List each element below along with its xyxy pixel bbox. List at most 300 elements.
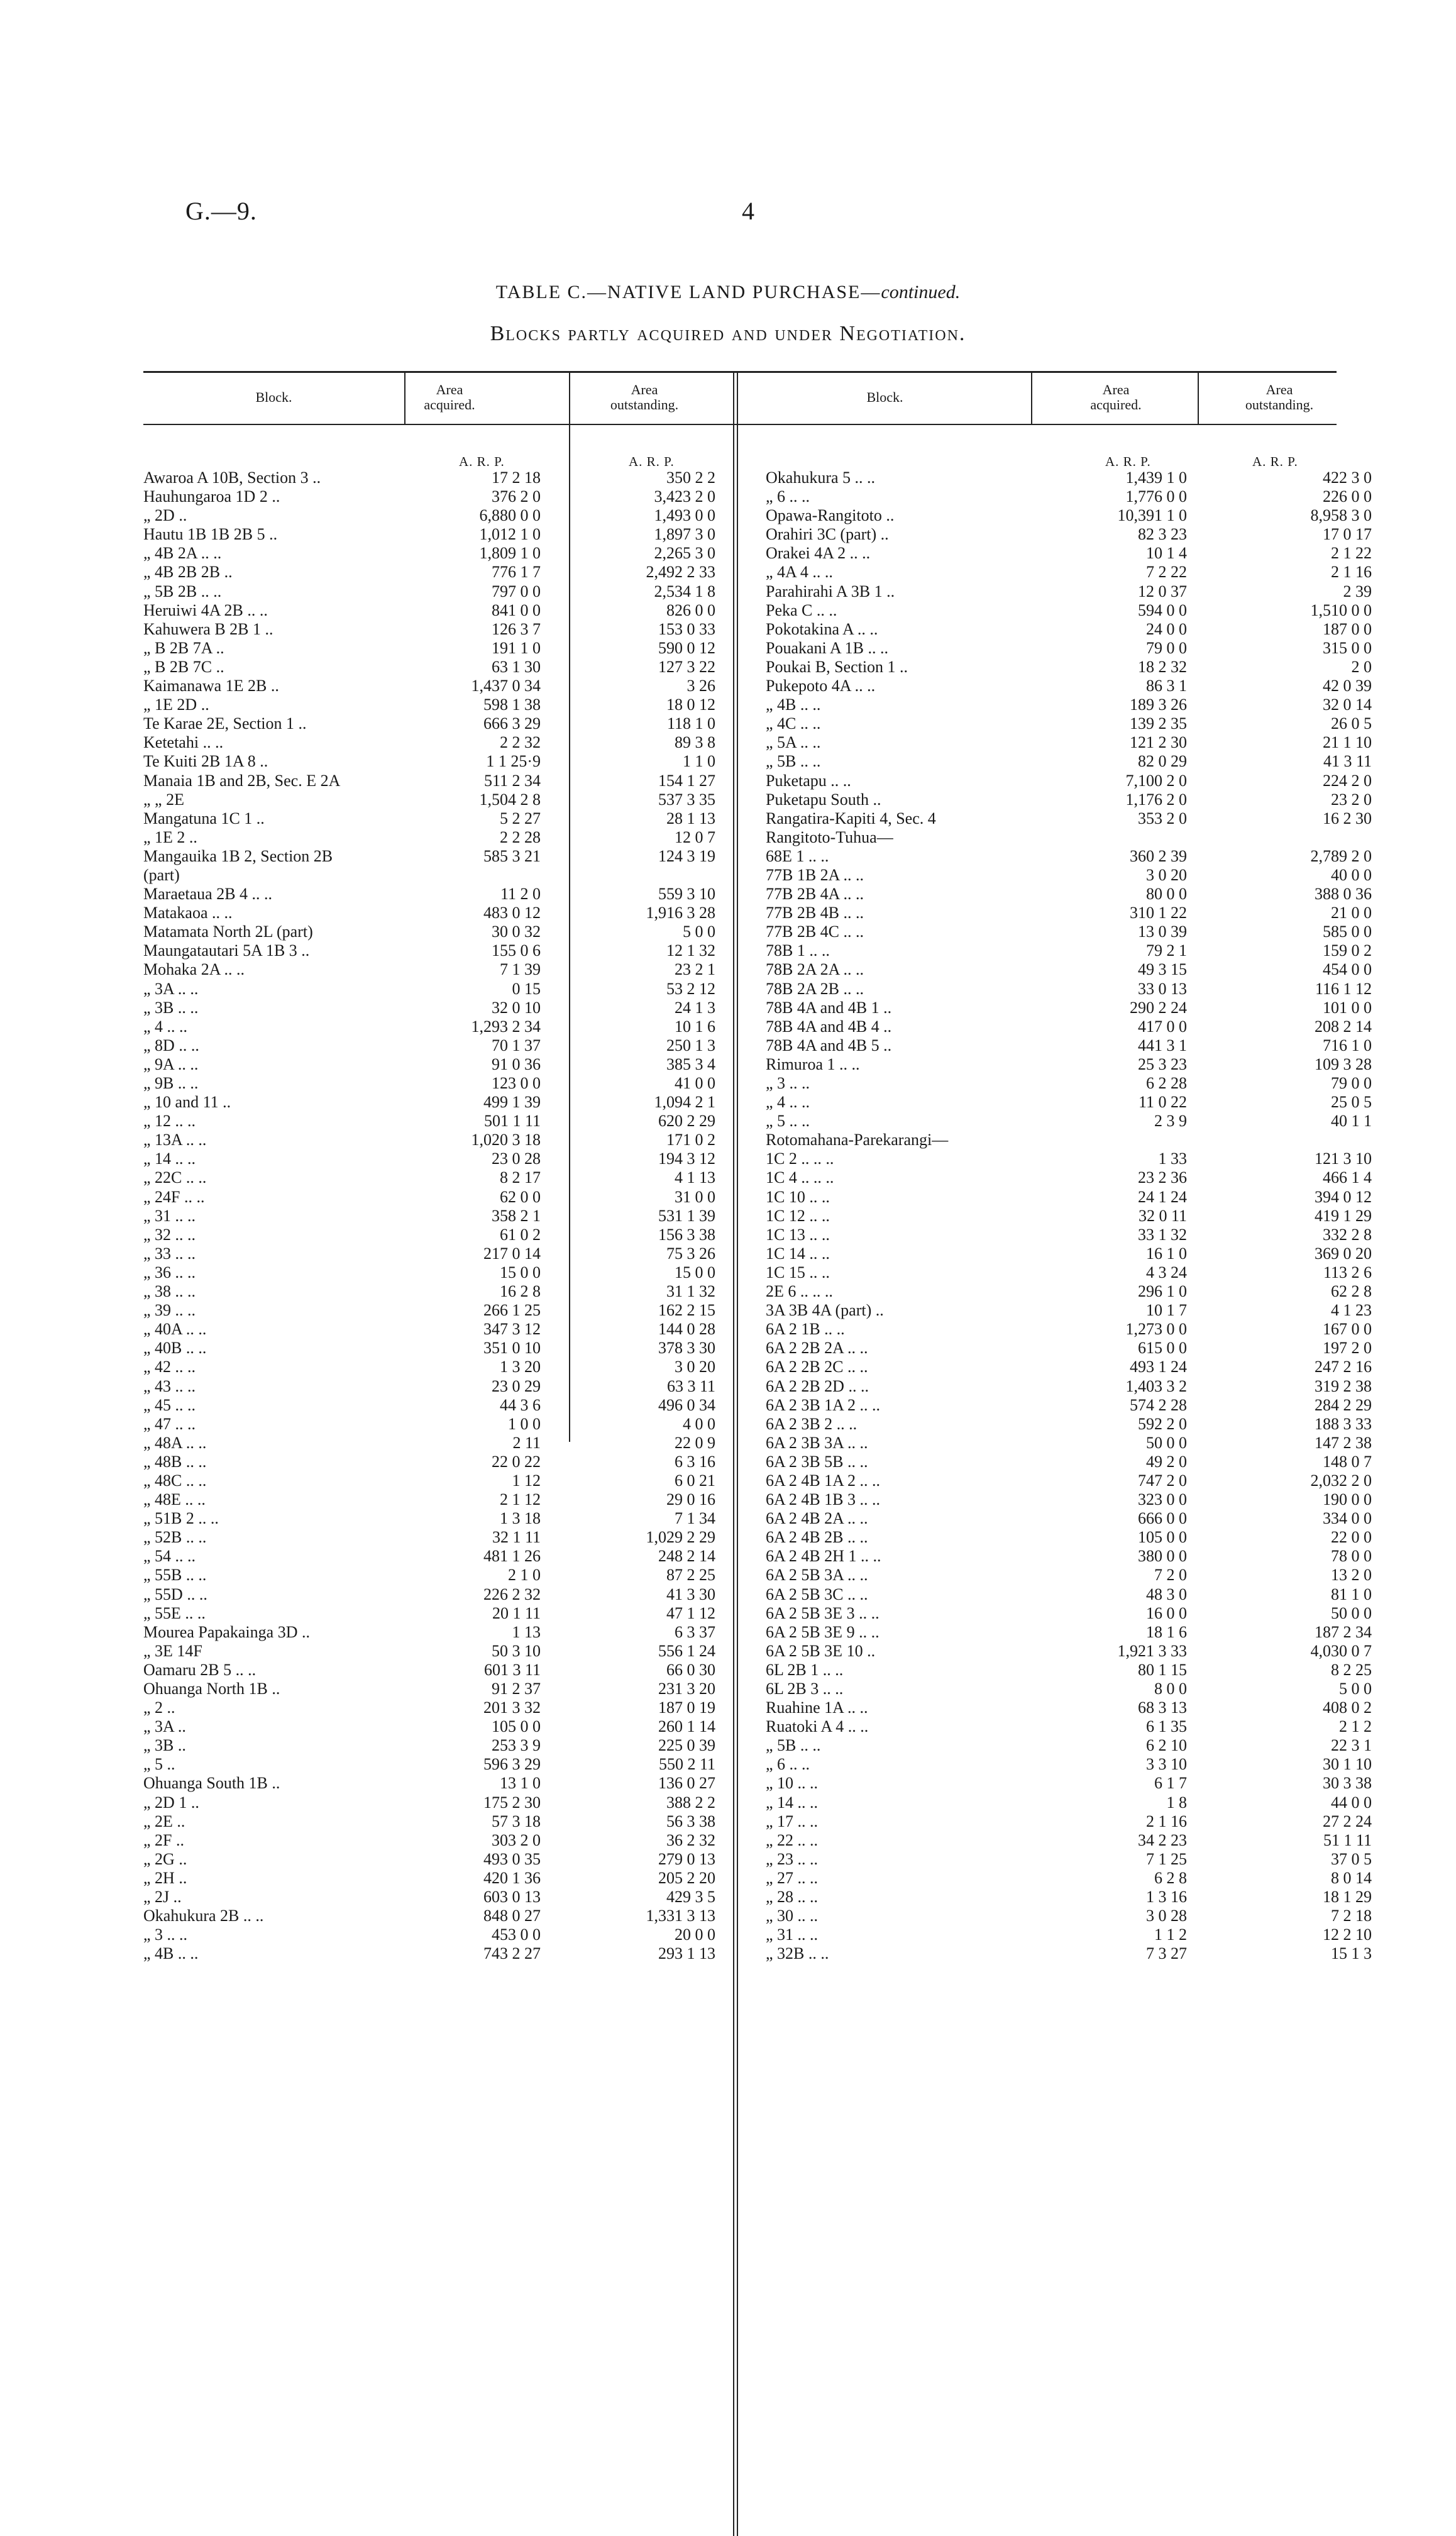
table-row (766, 620, 1376, 639)
block-name: Matakaoa .. .. (143, 904, 233, 922)
area-acquired: 44 3 6 (500, 1395, 541, 1414)
area-acquired: 7 3 27 (1146, 1944, 1187, 1963)
area-acquired: 594 0 0 (1138, 601, 1187, 619)
block-name: „ 48A .. .. (143, 1433, 207, 1452)
area-outstanding: 187 2 34 (1315, 1622, 1372, 1641)
block-name: „ 36 .. .. (143, 1263, 196, 1282)
area-outstanding: 153 0 33 (658, 619, 715, 638)
table-row (143, 1036, 722, 1055)
area-outstanding: 388 0 36 (1315, 885, 1372, 904)
units-left-acq: A. R. P. (459, 454, 505, 469)
block-name: „ 4B 2A .. .. (143, 544, 222, 563)
table-row (766, 487, 1376, 506)
area-acquired: 2 11 (512, 1433, 541, 1452)
block-name: „ 52B .. .. (143, 1528, 207, 1547)
area-acquired: 8 2 17 (500, 1168, 541, 1187)
area-outstanding: 190 0 0 (1323, 1490, 1372, 1509)
area-acquired: 17 2 18 (492, 468, 541, 487)
area-acquired: 32 0 10 (492, 998, 541, 1017)
table-row (766, 1774, 1376, 1793)
table-row (143, 1944, 722, 1963)
table-row (766, 582, 1376, 601)
block-name: 6L 2B 1 .. .. (766, 1660, 844, 1679)
table-row (143, 1869, 722, 1888)
block-name: Manaia 1B and 2B, Sec. E 2A (143, 771, 341, 790)
table-row (143, 847, 722, 866)
area-acquired: 2 1 12 (500, 1490, 541, 1509)
block-name: Okahukura 5 .. .. (766, 468, 876, 487)
table-row (143, 1680, 722, 1698)
block-name: „ 2E .. (143, 1812, 185, 1830)
table-row (143, 1717, 722, 1736)
block-name: „ 4B .. .. (766, 695, 821, 714)
table-row (766, 1112, 1376, 1131)
table-title (0, 282, 1456, 303)
top-rule (143, 371, 1337, 373)
block-name: „ 3A .. .. (143, 979, 199, 998)
area-acquired: 79 2 1 (1146, 941, 1187, 960)
area-outstanding: 225 0 39 (658, 1736, 715, 1755)
area-acquired: 1,439 1 0 (1125, 468, 1187, 487)
table-row (143, 1093, 722, 1112)
area-acquired: 5 2 27 (500, 809, 541, 828)
vline-center-b (737, 373, 738, 2536)
area-outstanding: 250 1 3 (666, 1036, 715, 1055)
block-name: „ 4B 2B 2B .. (143, 563, 233, 582)
table-row (143, 1358, 722, 1376)
area-outstanding: 24 1 3 (675, 998, 715, 1017)
block-name: Orakei 4A 2 .. .. (766, 544, 871, 563)
area-acquired: 6 1 7 (1154, 1774, 1187, 1793)
vline-right-acq (1031, 373, 1032, 424)
block-name: „ 38 .. .. (143, 1282, 196, 1301)
area-outstanding: 2,789 2 0 (1310, 846, 1372, 865)
table-row (143, 1112, 722, 1131)
block-name: „ 3 .. .. (143, 1925, 188, 1944)
area-acquired: 1,921 3 33 (1117, 1641, 1187, 1660)
area-acquired: 303 2 0 (492, 1830, 541, 1849)
area-acquired: 13 0 39 (1138, 922, 1187, 941)
area-acquired: 123 0 0 (492, 1074, 541, 1092)
block-name: 6A 2 2B 2A .. .. (766, 1339, 868, 1358)
table-row (766, 1017, 1376, 1036)
table-row (766, 1358, 1376, 1376)
area-acquired: 1 1 25·9 (486, 752, 541, 771)
area-acquired: 10 1 4 (1146, 544, 1187, 563)
area-acquired: 6 1 35 (1146, 1717, 1187, 1736)
block-name: Ohuanga South 1B .. (143, 1774, 280, 1793)
table-row (766, 922, 1376, 941)
table-row (143, 544, 722, 563)
area-outstanding: 1,897 3 0 (654, 525, 715, 544)
area-outstanding: 208 2 14 (1315, 1017, 1372, 1036)
block-name: „ 5A .. .. (766, 733, 821, 752)
table-row (766, 885, 1376, 904)
block-name: „ 45 .. .. (143, 1395, 196, 1414)
area-acquired: 1,020 3 18 (471, 1131, 541, 1149)
area-outstanding: 1,029 2 29 (646, 1528, 715, 1547)
block-name: 3A 3B 4A (part) .. (766, 1301, 884, 1320)
area-acquired: 266 1 25 (483, 1301, 541, 1320)
block-name: „ 2G .. (143, 1849, 187, 1868)
table-row (766, 1585, 1376, 1604)
units-right-acq: A. R. P. (1105, 454, 1151, 469)
table-row (143, 1585, 722, 1604)
block-name: 6A 2 3B 1A 2 .. .. (766, 1395, 881, 1414)
table-row (143, 1736, 722, 1755)
table-row (143, 1755, 722, 1774)
area-acquired: 499 1 39 (483, 1093, 541, 1112)
area-outstanding: 18 0 12 (666, 695, 715, 714)
block-name: Ruatoki A 4 .. .. (766, 1717, 869, 1736)
area-acquired: 126 3 7 (492, 619, 541, 638)
table-row (766, 1490, 1376, 1509)
area-outstanding: 590 0 12 (658, 638, 715, 657)
block-name: „ 4 .. .. (766, 1093, 810, 1112)
table-row (766, 1528, 1376, 1547)
table-row (766, 1736, 1376, 1755)
table-row (766, 960, 1376, 979)
block-name: Oamaru 2B 5 .. .. (143, 1660, 256, 1679)
area-outstanding: 6 0 21 (675, 1471, 715, 1490)
table-row (766, 1074, 1376, 1093)
block-name: Mohaka 2A .. .. (143, 960, 245, 979)
block-name: „ 55D .. .. (143, 1585, 207, 1603)
area-acquired: 10 1 7 (1146, 1301, 1187, 1320)
area-acquired: 848 0 27 (483, 1907, 541, 1925)
table-row (143, 1471, 722, 1490)
table-row (143, 1396, 722, 1415)
table-row (766, 1453, 1376, 1471)
area-acquired: 7 1 25 (1146, 1849, 1187, 1868)
block-name: „ 22 .. .. (766, 1830, 819, 1849)
block-name: 6A 2 3B 2 .. .. (766, 1414, 858, 1433)
block-name: 6A 2 1B .. .. (766, 1320, 845, 1339)
block-name: Rotomahana-Parekarangi— (766, 1131, 949, 1149)
area-outstanding: 350 2 2 (666, 468, 715, 487)
block-name: „ 9A .. .. (143, 1055, 199, 1073)
area-acquired: 2 3 9 (1154, 1112, 1187, 1131)
block-name: Matamata North 2L (part) (143, 922, 313, 941)
units-right-out: A. R. P. (1252, 454, 1298, 469)
table-row (766, 980, 1376, 999)
area-acquired: 3 0 20 (1146, 865, 1187, 884)
block-name: 78B 2A 2B .. .. (766, 979, 864, 998)
area-acquired: 217 0 14 (483, 1244, 541, 1263)
block-name: 6A 2 2B 2D .. .. (766, 1376, 869, 1395)
table-row (143, 1131, 722, 1149)
area-outstanding: 87 2 25 (666, 1566, 715, 1585)
area-acquired: 201 3 32 (483, 1698, 541, 1717)
block-name: „ 28 .. .. (766, 1888, 819, 1907)
area-outstanding: 147 2 38 (1315, 1433, 1372, 1452)
area-outstanding: 136 0 27 (658, 1774, 715, 1793)
area-acquired: 310 1 22 (1130, 904, 1187, 922)
area-acquired: 86 3 1 (1146, 677, 1187, 695)
area-acquired: 0 15 (512, 979, 541, 998)
area-outstanding: 66 0 30 (666, 1660, 715, 1679)
header-outstanding-right: Area outstanding. (1245, 382, 1314, 413)
block-name: „ 42 .. .. (143, 1358, 196, 1376)
title-continued: continued. (881, 282, 961, 302)
area-outstanding: 113 2 6 (1323, 1263, 1372, 1282)
area-acquired: 420 1 36 (483, 1868, 541, 1887)
table-row (766, 1661, 1376, 1680)
area-outstanding: 3 0 20 (675, 1358, 715, 1376)
table-row (766, 1434, 1376, 1453)
area-outstanding: 293 1 13 (658, 1944, 715, 1963)
vline-left-acq (404, 373, 405, 424)
area-acquired: 49 2 0 (1146, 1452, 1187, 1471)
area-outstanding: 419 1 29 (1315, 1206, 1372, 1225)
block-name: Te Kuiti 2B 1A 8 .. (143, 752, 268, 771)
area-acquired: 18 1 6 (1146, 1622, 1187, 1641)
area-outstanding: 22 0 0 (1331, 1528, 1372, 1547)
block-name: 1C 2 .. .. .. (766, 1149, 834, 1168)
area-acquired: 50 3 10 (492, 1641, 541, 1660)
table-row (143, 1339, 722, 1358)
area-acquired: 80 1 15 (1138, 1660, 1187, 1679)
area-acquired: 25 3 23 (1138, 1055, 1187, 1073)
area-outstanding: 3,423 2 0 (654, 487, 715, 506)
block-name: „ 4A 4 .. .. (766, 563, 833, 582)
table-row (766, 639, 1376, 658)
block-name: „ 5 .. .. (766, 1112, 810, 1131)
table-row (143, 1244, 722, 1263)
table-row (766, 772, 1376, 790)
table-row (143, 885, 722, 904)
block-name: Okahukura 2B .. .. (143, 1907, 264, 1925)
area-outstanding: 36 2 32 (666, 1830, 715, 1849)
area-outstanding: 41 3 11 (1323, 752, 1372, 771)
area-outstanding: 585 0 0 (1323, 922, 1372, 941)
area-acquired: 296 1 0 (1138, 1282, 1187, 1301)
block-name: 77B 1B 2A .. .. (766, 865, 864, 884)
block-name: „ 48C .. .. (143, 1471, 207, 1490)
table-row (143, 1434, 722, 1453)
area-outstanding: 2 1 2 (1339, 1717, 1372, 1736)
table-row (766, 1604, 1376, 1623)
table-row (766, 1755, 1376, 1774)
block-name: „ 4C .. .. (766, 714, 821, 733)
area-acquired: 481 1 26 (483, 1547, 541, 1566)
area-outstanding: 12 2 10 (1323, 1925, 1372, 1944)
area-outstanding: 1,331 3 13 (646, 1907, 715, 1925)
table-row (766, 1566, 1376, 1585)
area-outstanding: 15 1 3 (1331, 1944, 1372, 1963)
area-acquired: 1 8 (1166, 1793, 1187, 1812)
block-name: 1C 12 .. .. (766, 1206, 830, 1225)
area-acquired: 16 2 8 (500, 1282, 541, 1301)
table-row (143, 1774, 722, 1793)
area-acquired: 34 2 23 (1138, 1830, 1187, 1849)
block-name: Hautu 1B 1B 2B 5 .. (143, 525, 278, 544)
area-acquired: 1,176 2 0 (1125, 790, 1187, 809)
block-name: 6A 2 5B 3E 9 .. .. (766, 1622, 880, 1641)
area-outstanding: 42 0 39 (1323, 677, 1372, 695)
block-name: 6A 2 3B 5B .. .. (766, 1452, 868, 1471)
block-name: „ 4 .. .. (143, 1017, 188, 1036)
area-outstanding: 4,030 0 7 (1310, 1641, 1372, 1660)
block-name: „ 3 .. .. (766, 1074, 810, 1092)
area-acquired: 121 2 30 (1130, 733, 1187, 752)
area-outstanding: 18 1 29 (1323, 1888, 1372, 1907)
area-acquired: 16 1 0 (1146, 1244, 1187, 1263)
area-outstanding: 8 2 25 (1331, 1660, 1372, 1679)
area-outstanding: 144 0 28 (658, 1320, 715, 1339)
area-acquired: 50 0 0 (1146, 1433, 1187, 1452)
table-row (766, 1396, 1376, 1415)
table-row (143, 506, 722, 525)
area-acquired: 483 0 12 (483, 904, 541, 922)
area-acquired: 7 2 0 (1154, 1566, 1187, 1585)
area-outstanding: 37 0 5 (1331, 1849, 1372, 1868)
table-row (143, 1925, 722, 1944)
area-outstanding: 2 0 (1351, 657, 1372, 676)
table-row (766, 809, 1376, 828)
table-row (143, 1831, 722, 1850)
area-outstanding: 40 0 0 (1331, 865, 1372, 884)
table-row (143, 1017, 722, 1036)
area-acquired: 797 0 0 (492, 582, 541, 601)
area-acquired: 511 2 34 (483, 771, 541, 790)
area-outstanding: 21 0 0 (1331, 904, 1372, 922)
area-outstanding: 22 3 1 (1331, 1736, 1372, 1755)
area-acquired: 1 3 16 (1146, 1888, 1187, 1907)
area-acquired: 91 2 37 (492, 1680, 541, 1698)
area-outstanding: 3 26 (687, 677, 715, 695)
area-acquired: 32 0 11 (1138, 1206, 1187, 1225)
area-outstanding: 394 0 12 (1315, 1187, 1372, 1206)
block-name: Pokotakina A .. .. (766, 619, 878, 638)
area-acquired: 1,504 2 8 (479, 790, 541, 809)
block-name: „ 4B .. .. (143, 1944, 199, 1963)
block-name: 6A 2 5B 3A .. .. (766, 1566, 868, 1585)
area-outstanding: 27 2 24 (1323, 1812, 1372, 1830)
table-row (766, 1793, 1376, 1812)
block-name: Hauhungaroa 1D 2 .. (143, 487, 280, 506)
table-row (766, 904, 1376, 922)
table-row (143, 1812, 722, 1831)
area-acquired: 33 0 13 (1138, 979, 1187, 998)
area-acquired: 1 0 0 (508, 1414, 541, 1433)
table-row (766, 677, 1376, 695)
area-acquired: 747 2 0 (1138, 1471, 1187, 1490)
area-outstanding: 10 1 6 (675, 1017, 715, 1036)
area-outstanding: 315 0 0 (1323, 638, 1372, 657)
table-row (766, 1907, 1376, 1925)
block-name: 6A 2 3B 3A .. .. (766, 1433, 868, 1452)
table-row (143, 866, 722, 885)
area-acquired: 189 3 26 (1130, 695, 1187, 714)
area-acquired: 1 3 20 (500, 1358, 541, 1376)
title-main: TABLE C.—NATIVE LAND PURCHASE— (495, 282, 881, 302)
table-row (143, 1888, 722, 1907)
area-acquired: 105 0 0 (1138, 1528, 1187, 1547)
block-name: Rimuroa 1 .. .. (766, 1055, 860, 1073)
area-acquired: 1,273 0 0 (1125, 1320, 1187, 1339)
area-outstanding: 50 0 0 (1331, 1603, 1372, 1622)
area-acquired: 1 1 2 (1154, 1925, 1187, 1944)
block-name: „ 5B .. .. (766, 1736, 821, 1755)
block-name: 77B 2B 4B .. .. (766, 904, 864, 922)
table-row (143, 790, 722, 809)
block-name: „ 2D .. (143, 506, 187, 525)
area-acquired: 380 0 0 (1138, 1547, 1187, 1566)
area-outstanding: 47 1 12 (666, 1603, 715, 1622)
area-outstanding: 224 2 0 (1323, 771, 1372, 790)
area-acquired: 841 0 0 (492, 601, 541, 619)
area-outstanding: 2,032 2 0 (1310, 1471, 1372, 1490)
area-acquired: 353 2 0 (1138, 809, 1187, 828)
header-outstanding-left: Area outstanding. (610, 382, 679, 413)
block-name: „ 24F .. .. (143, 1187, 205, 1206)
block-name: „ 10 .. .. (766, 1774, 819, 1793)
area-acquired: 253 3 9 (492, 1736, 541, 1755)
area-outstanding: 101 0 0 (1323, 998, 1372, 1017)
area-outstanding: 279 0 13 (658, 1849, 715, 1868)
area-outstanding: 2 1 22 (1331, 544, 1372, 563)
block-name: 6A 2 4B 1B 3 .. .. (766, 1490, 881, 1509)
area-outstanding: 22 0 9 (675, 1433, 715, 1452)
area-acquired: 290 2 24 (1130, 998, 1187, 1017)
block-name: „ 33 .. .. (143, 1244, 196, 1263)
area-outstanding: 369 0 20 (1315, 1244, 1372, 1263)
area-acquired: 48 3 0 (1146, 1585, 1187, 1603)
area-outstanding: 2 39 (1343, 582, 1372, 601)
table-row (766, 468, 1376, 487)
block-name: „ 48B .. .. (143, 1452, 207, 1471)
table-row (143, 1698, 722, 1717)
area-outstanding: 118 1 0 (666, 714, 715, 733)
table-row (766, 1680, 1376, 1698)
area-outstanding: 260 1 14 (658, 1717, 715, 1736)
block-name: „ 30 .. .. (766, 1907, 819, 1925)
area-acquired: 596 3 29 (483, 1755, 541, 1774)
area-outstanding: 2,265 3 0 (654, 544, 715, 563)
block-name: „ 43 .. .. (143, 1376, 196, 1395)
block-name: 6A 2 5B 3E 10 .. (766, 1641, 876, 1660)
area-acquired: 7 1 39 (500, 960, 541, 979)
area-outstanding: 13 2 0 (1331, 1566, 1372, 1585)
area-outstanding: 12 1 32 (666, 941, 715, 960)
area-acquired: 16 0 0 (1146, 1603, 1187, 1622)
area-outstanding: 40 1 1 (1331, 1112, 1372, 1131)
block-name: „ 6 .. .. (766, 1755, 810, 1774)
area-acquired: 1 12 (512, 1471, 541, 1490)
page-number: 4 (742, 197, 754, 225)
area-outstanding: 378 3 30 (658, 1339, 715, 1358)
block-name: „ 10 and 11 .. (143, 1093, 231, 1112)
table-row (143, 1149, 722, 1168)
area-acquired: 79 0 0 (1146, 638, 1187, 657)
area-outstanding: 29 0 16 (666, 1490, 715, 1509)
area-outstanding: 89 3 8 (675, 733, 715, 752)
block-name: 6A 2 4B 2H 1 .. .. (766, 1547, 881, 1566)
table-row (143, 1207, 722, 1226)
table-row (766, 1471, 1376, 1490)
block-name: 1C 10 .. .. (766, 1187, 830, 1206)
table-row (766, 733, 1376, 752)
block-name: Ruahine 1A .. .. (766, 1698, 868, 1717)
area-outstanding: 422 3 0 (1323, 468, 1372, 487)
area-outstanding: 31 0 0 (675, 1187, 715, 1206)
table-row (766, 714, 1376, 733)
area-outstanding: 226 0 0 (1323, 487, 1372, 506)
table-row (766, 1339, 1376, 1358)
area-outstanding: 429 3 5 (666, 1888, 715, 1907)
block-name: „ „ 2E (143, 790, 184, 809)
